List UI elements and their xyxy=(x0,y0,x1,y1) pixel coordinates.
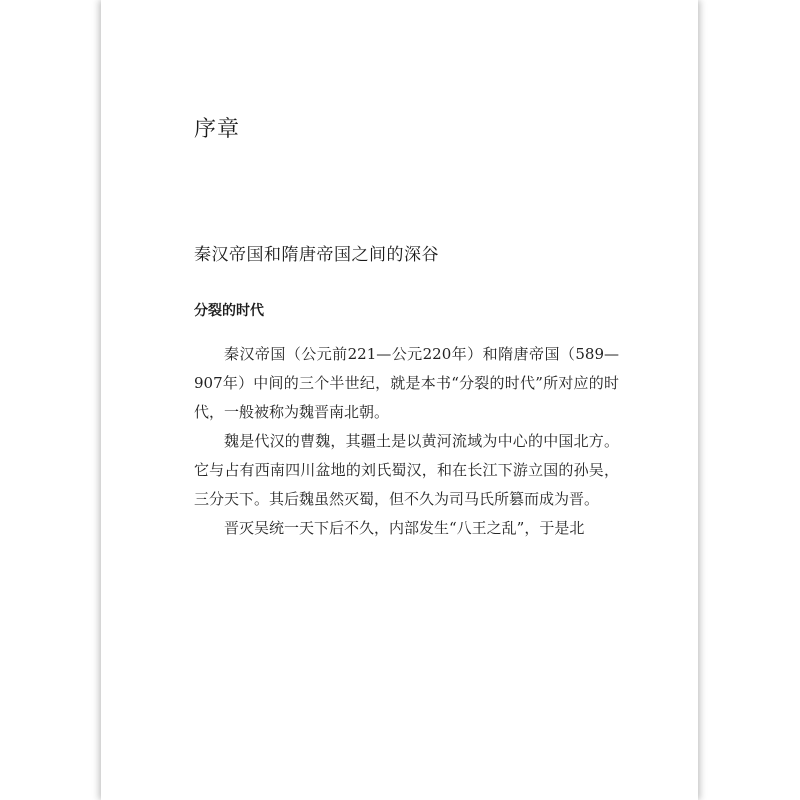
body-text xyxy=(194,340,619,543)
book-page xyxy=(101,0,698,800)
subsection-title: 分裂的时代 xyxy=(194,303,264,319)
paragraph-1: 秦汉帝国（公元前221—公元220年）和隋唐帝国（589—907年）中间的三个半世纪，就是本书“分裂的时代”所对应的时代，一般被称为魏晋南北朝。 xyxy=(194,345,619,421)
chapter-title: 序章 xyxy=(194,117,241,142)
paragraph-3: 晋灭吴统一天下后不久，内部发生“八王之乱”，于是北 xyxy=(224,519,585,537)
paragraph-2: 魏是代汉的曹魏，其疆土是以黄河流域为中心的中国北方。它与占有西南四川盆地的刘氏蜀汉，和在长江下游立国的孙吴，三分天下。其后魏虽然灭蜀，但不久为司马氏所篡而成为晋。 xyxy=(194,432,619,508)
section-title: 秦汉帝国和隋唐帝国之间的深谷 xyxy=(194,245,439,265)
